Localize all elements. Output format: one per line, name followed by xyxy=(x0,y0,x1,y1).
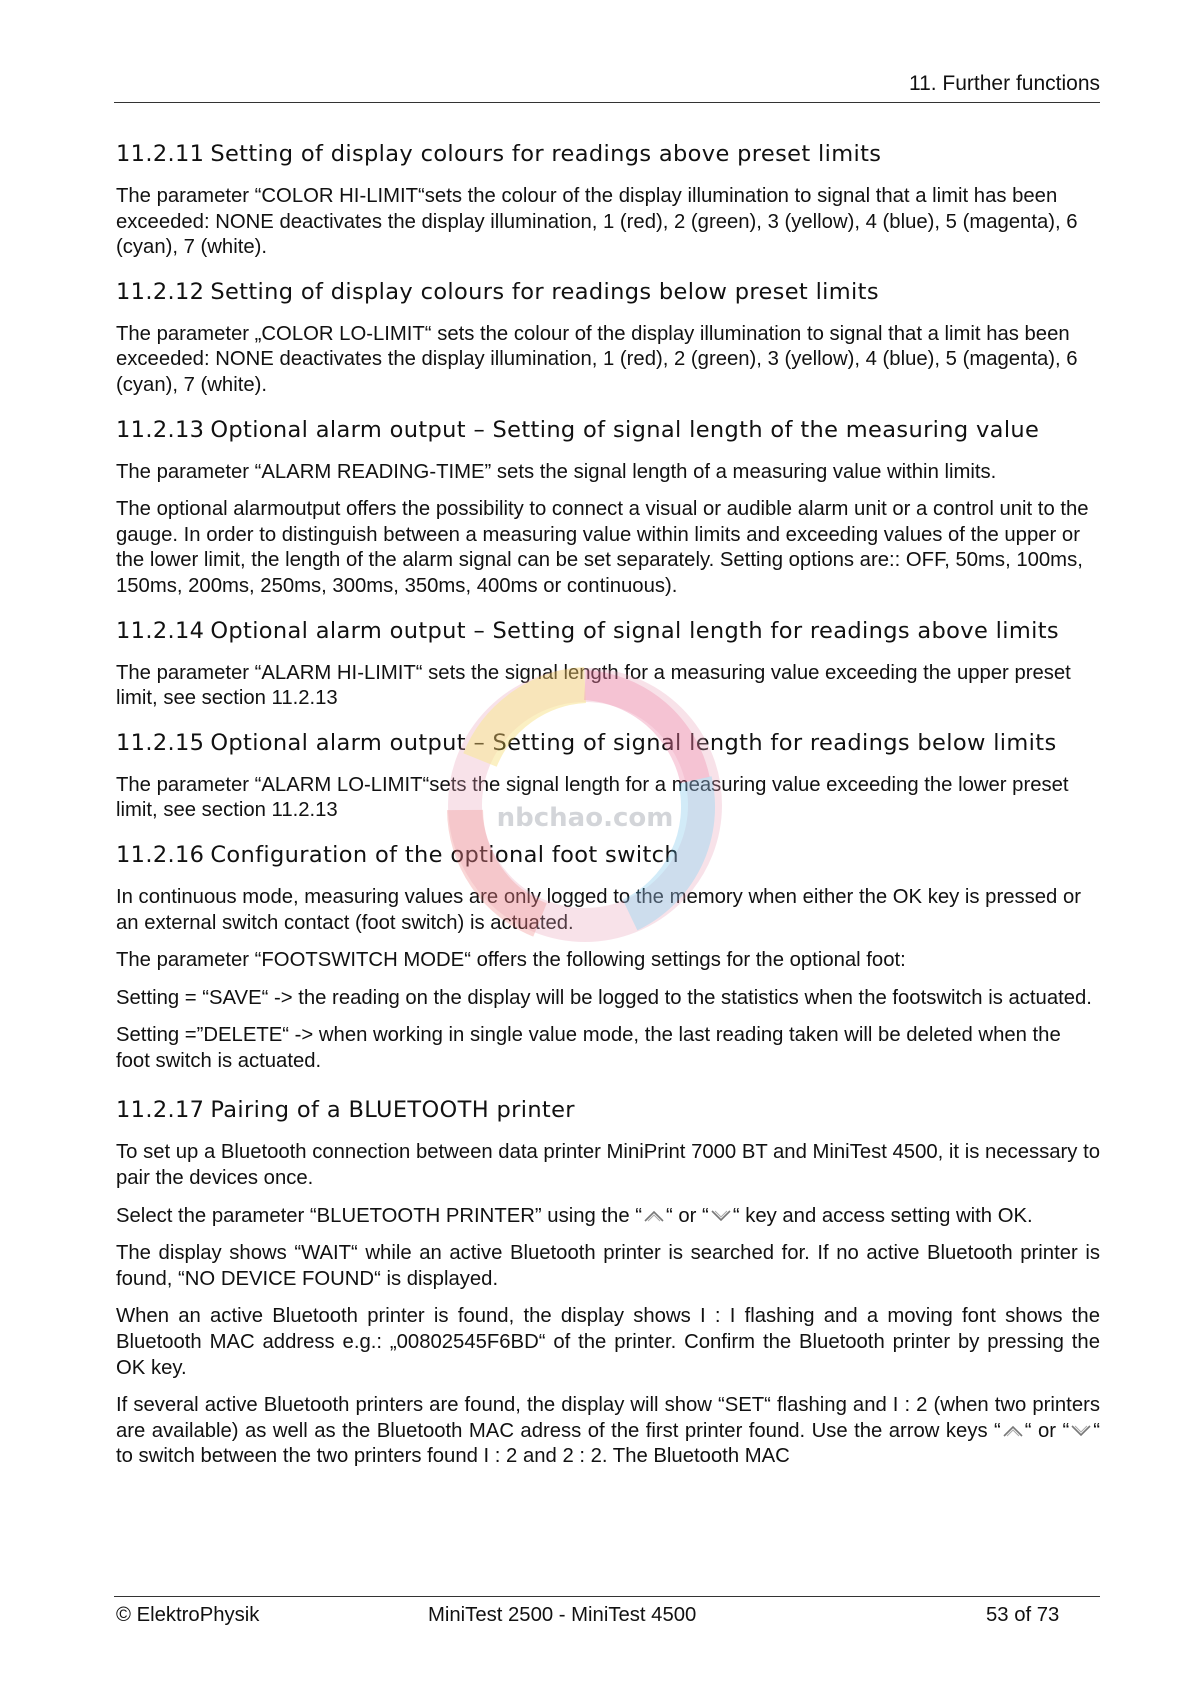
paragraph: Setting = “SAVE“ -> the reading on the display will be logged to the statistics when the footswitch is actuated. xyxy=(116,986,1092,1009)
paragraph: The parameter “ALARM LO-LIMIT“sets the signal length for a measuring value exceeding the lower preset limit, see section 11.2.13 xyxy=(116,773,1069,822)
paragraph: The parameter „COLOR LO-LIMIT“ sets the colour of the display illumination to signal that a limit has been exceeded: NONE deactivates the display illumination, 1 (red), 2 (green), 3 (yellow), 4 (blue), 5 (magenta), 6 (cyan), 7 (white). xyxy=(116,322,1078,396)
paragraph: The parameter “FOOTSWITCH MODE“ offers the following settings for the optional foot: xyxy=(116,949,906,972)
section-heading: 11.2.16 Configuration of the optional foot switch xyxy=(116,841,679,868)
section-11-2-16 xyxy=(116,839,1100,1075)
footer-divider xyxy=(114,1596,1100,1597)
paragraph: The parameter “ALARM READING-TIME” sets the signal length of a measuring value within limits. xyxy=(116,460,997,483)
paragraph: In continuous mode, measuring values are only logged to the memory when either the OK key is pressed or an external switch contact (foot switch) is actuated. xyxy=(116,885,1082,934)
running-header: 11. Further functions xyxy=(908,72,1100,95)
section-11-2-17 xyxy=(116,1094,1100,1470)
header-divider xyxy=(114,102,1100,103)
section-11-2-11 xyxy=(116,138,1100,261)
paragraph: The parameter “COLOR HI-LIMIT“sets the colour of the display illumination to signal that a limit has been exceeded: NONE deactivates the display illumination, 1 (red), 2 (green), 3 (yellow), 4 (blue), 5 (magenta), 6 (cyan), 7 (white). xyxy=(116,185,1078,259)
section-heading: 11.2.17 Pairing of a BLUETOOTH printer xyxy=(116,1097,575,1124)
footer-copyright: © ElektroPhysik xyxy=(116,1604,260,1626)
paragraph: When an active Bluetooth printer is found, the display shows I : I flashing and a moving font shows the Bluetooth MAC address e.g.: „00802545F6BD“ of the printer. Confirm the Bluetooth printer by pressing the OK key. xyxy=(116,1305,1100,1379)
arrow-up-icon xyxy=(642,1209,666,1223)
paragraph: Select the parameter “BLUETOOTH PRINTER” using the “ “ or “ “ key and access setting with OK. xyxy=(116,1204,1033,1227)
page xyxy=(116,0,1100,1697)
paragraph: If several active Bluetooth printers are found, the display will show “SET“ flashing and I : 2 (when two printers are available) as well as the Bluetooth MAC adress of the first printer found. Use the arrow keys “ “ or “ “ to switch between the two printers found I : 2 and 2 : 2. The Bluetooth MAC xyxy=(116,1394,1100,1468)
paragraph: The display shows “WAIT“ while an active Bluetooth printer is searched for. If no active Bluetooth printer is found, “NO DEVICE FOUND“ is displayed. xyxy=(116,1242,1100,1290)
paragraph: The optional alarmoutput offers the possibility to connect a visual or audible alarm unit or a control unit to the gauge. In order to distinguish between a measuring value within limits and exceeding values of the upper or the lower limit, the length of the alarm signal can be set separately. Setting options are:: OFF, 50ms, 100ms, 150ms, 200ms, 250ms, 300ms, 350ms, 400ms or continuous). xyxy=(116,498,1089,597)
paragraph: The parameter “ALARM HI-LIMIT“ sets the signal length for a measuring value exceeding the upper preset limit, see section 11.2.13 xyxy=(116,661,1071,710)
main-content xyxy=(116,138,1100,1482)
arrow-up-icon xyxy=(1001,1424,1025,1438)
arrow-down-icon xyxy=(709,1209,733,1223)
section-11-2-12 xyxy=(116,276,1100,399)
paragraph: To set up a Bluetooth connection between data printer MiniPrint 7000 BT and MiniTest 4500, it is necessary to pair the devices once. xyxy=(116,1141,1100,1190)
section-heading: 11.2.14 Optional alarm output – Setting of signal length for readings above limits xyxy=(116,617,1059,644)
section-heading: 11.2.15 Optional alarm output – Setting of signal length for readings below limits xyxy=(116,729,1057,756)
section-heading: 11.2.13 Optional alarm output – Setting of signal length of the measuring value xyxy=(116,416,1040,443)
paragraph: Setting =”DELETE“ -> when working in single value mode, the last reading taken will be deleted when the foot switch is actuated. xyxy=(116,1024,1061,1072)
arrow-down-icon xyxy=(1069,1424,1093,1438)
section-heading: 11.2.12 Setting of display colours for readings below preset limits xyxy=(116,278,879,305)
section-11-2-14 xyxy=(116,615,1100,712)
watermark-text: nbchao.com xyxy=(496,803,674,833)
section-heading: 11.2.11 Setting of display colours for readings above preset limits xyxy=(116,141,882,167)
footer-page-number: 53 of 73 xyxy=(986,1604,1060,1626)
section-11-2-13 xyxy=(116,414,1100,600)
section-11-2-15 xyxy=(116,727,1100,824)
footer-model: MiniTest 2500 - MiniTest 4500 xyxy=(428,1604,697,1626)
